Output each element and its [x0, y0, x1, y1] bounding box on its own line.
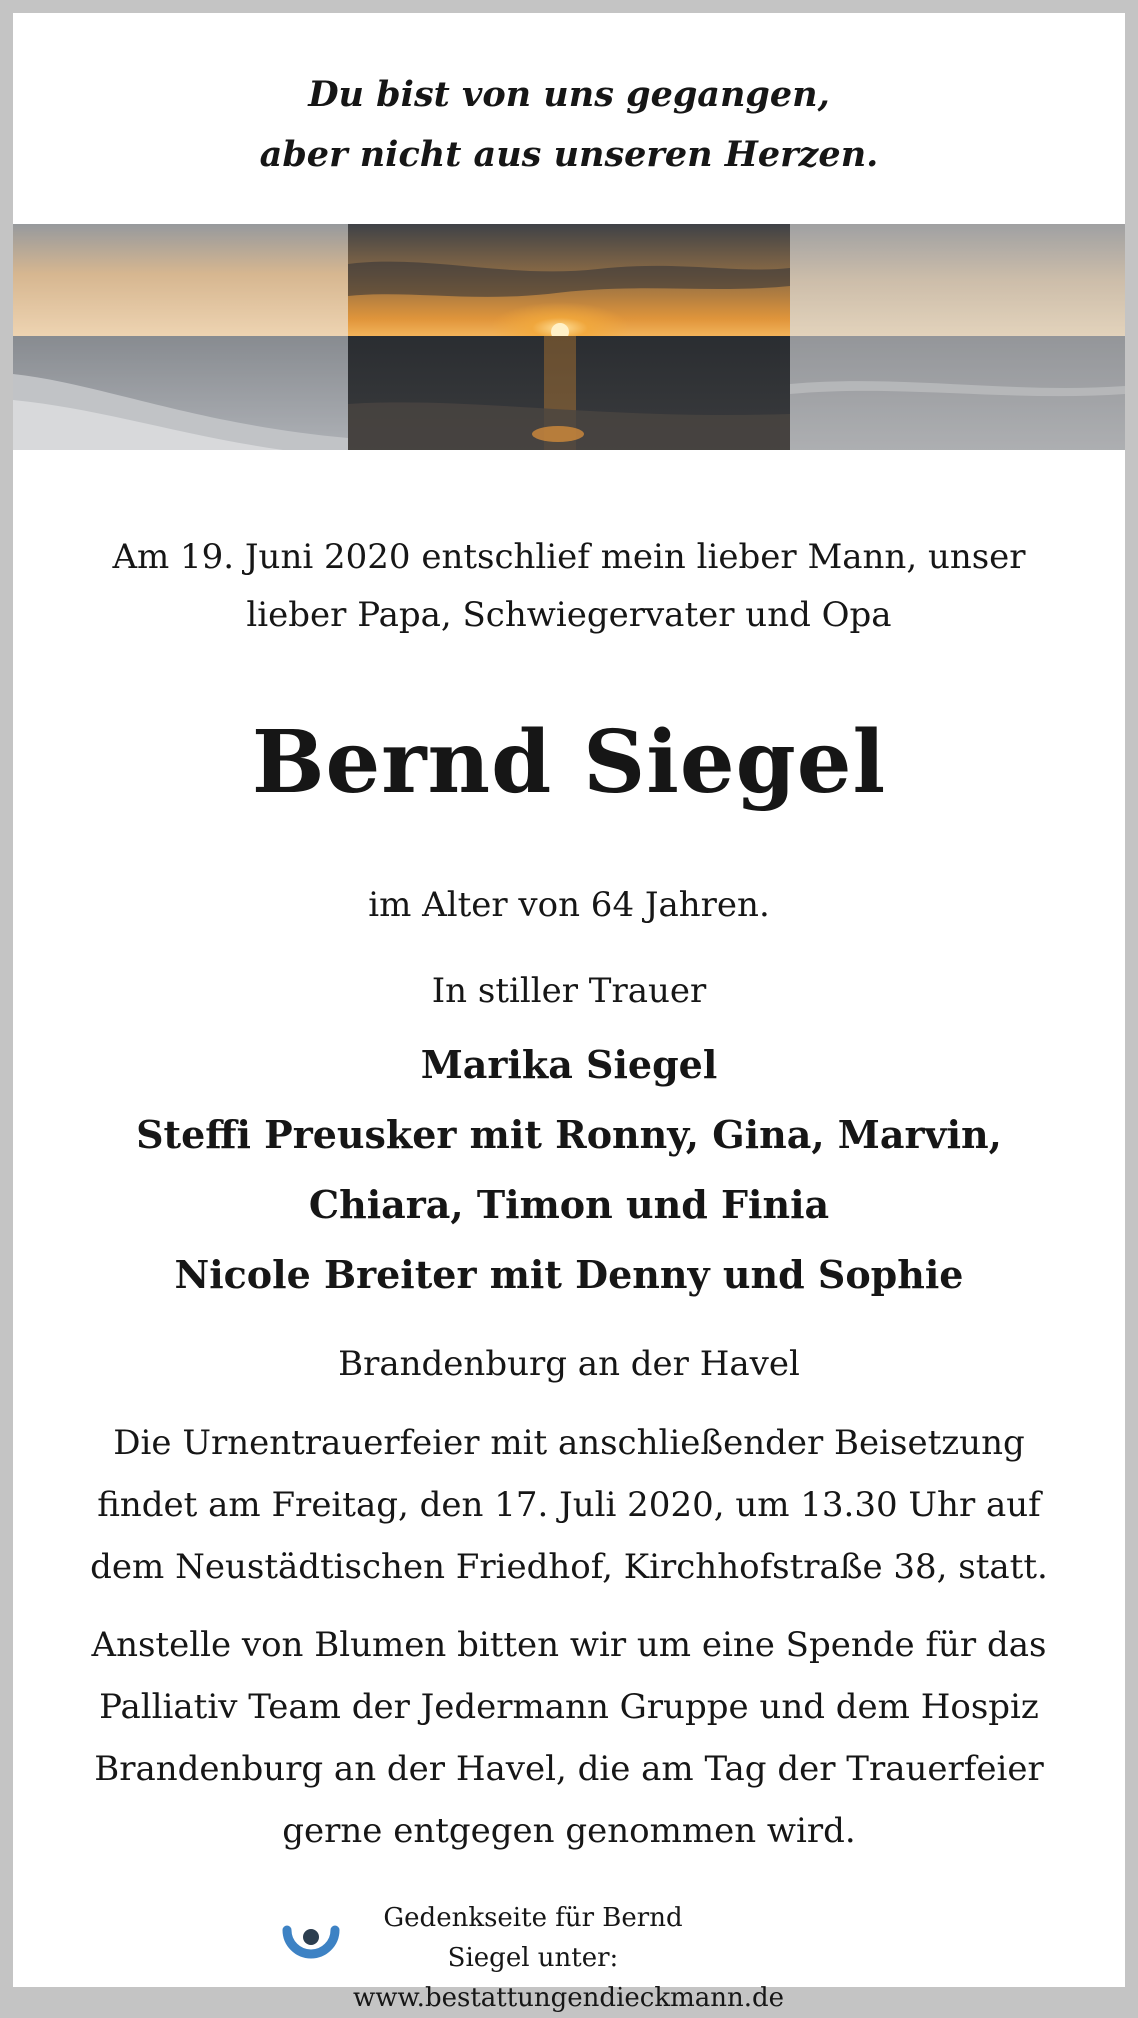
donation-line-1: Anstelle von Blumen bitten wir um eine Spende für das	[91, 1625, 1047, 1665]
ceremony-text	[53, 1412, 1085, 1598]
sunset-photo	[13, 224, 1125, 450]
motto-line-1: Du bist von uns gegangen,	[308, 74, 830, 115]
deceased-name: Bernd Siegel	[251, 712, 887, 813]
mourner-line: Nicole Breiter mit Denny und Sophie	[174, 1252, 964, 1297]
donation-line-4: gerne entgegen genommen wird.	[282, 1811, 856, 1851]
photo-panel-center	[348, 224, 790, 450]
motto-line-2: aber nicht aus unseren Herzen.	[259, 134, 879, 175]
mourner-line: Steffi Preusker mit Ronny, Gina, Marvin,	[136, 1112, 1002, 1157]
motto-quote	[13, 65, 1125, 185]
intro-line-1: Am 19. Juni 2020 entschlief mein lieber Mann, unser	[112, 537, 1026, 577]
memorial-footer	[13, 1898, 1125, 2013]
place-text: Brandenburg an der Havel	[338, 1344, 800, 1384]
ceremony-line-2: findet am Freitag, den 17. Juli 2020, um 13.30 Uhr auf	[97, 1485, 1041, 1525]
age-text: im Alter von 64 Jahren.	[368, 885, 770, 925]
donation-text	[53, 1614, 1085, 1862]
photo-panel-right	[790, 224, 1125, 450]
intro-line-2: lieber Papa, Schwiegervater und Opa	[246, 595, 892, 635]
intro-text	[53, 528, 1085, 644]
mourner-line: Marika Siegel	[420, 1042, 718, 1087]
mourner-line: Chiara, Timon und Finia	[308, 1182, 830, 1227]
memorial-page-info	[353, 1898, 785, 2018]
obituary-card	[13, 13, 1125, 2013]
mourners-list	[53, 1030, 1085, 1310]
donation-line-3: Brandenburg an der Havel, die am Tag der Trauerfeier	[94, 1749, 1044, 1789]
memorial-page-link[interactable]: www.bestattungendieckmann.de	[353, 1983, 785, 2013]
mourning-label: In stiller Trauer	[431, 971, 707, 1011]
ceremony-line-1: Die Urnentrauerfeier mit anschließender Beisetzung	[113, 1423, 1025, 1463]
memorial-page-label: Gedenkseite für Bernd Siegel unter:	[383, 1903, 683, 1973]
circle-eye-logo-icon	[281, 1910, 341, 1970]
ceremony-line-3: dem Neustädtischen Friedhof, Kirchhofstraße 38, statt.	[90, 1547, 1048, 1587]
donation-line-2: Palliativ Team der Jedermann Gruppe und dem Hospiz	[99, 1687, 1039, 1727]
photo-panel-left	[13, 224, 348, 450]
